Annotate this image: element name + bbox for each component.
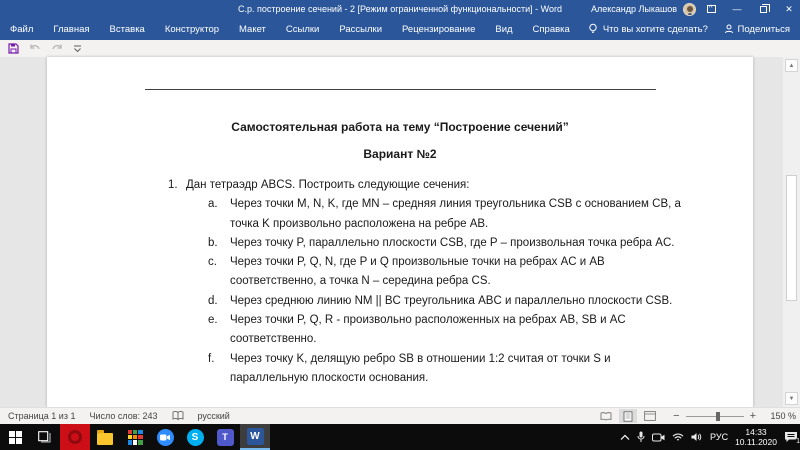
taskbar-rubiks-cube-app[interactable] [120,424,150,450]
zoom-app-icon [157,429,174,446]
tray-date: 10.11.2020 [735,437,777,447]
taskbar [0,424,800,450]
taskbar-file-explorer[interactable] [90,424,120,450]
document-page[interactable] [47,57,753,407]
item-text: Через среднюю линию NM || BC треугольника ABC и параллельно плоскости CSB. [230,294,673,307]
scroll-up-button[interactable]: ▲ [785,59,798,72]
list-number: 1. [168,179,178,191]
item-letter: b. [208,236,218,249]
document-body [47,176,753,388]
microphone-icon[interactable] [637,431,645,443]
print-layout-icon [623,411,633,422]
speaker-icon[interactable] [691,432,703,442]
quick-access-toolbar [0,40,800,57]
list-item [47,195,753,234]
tab-layout[interactable]: Макет [239,23,266,35]
list-item [47,350,753,389]
proofing-icon[interactable] [172,411,184,421]
customize-qat-icon[interactable] [73,45,82,53]
restore-button[interactable] [752,0,774,18]
tab-review[interactable]: Рецензирование [402,23,476,35]
vertical-scrollbar[interactable] [783,57,800,407]
item-letter: f. [208,352,215,365]
word-icon: W [247,428,264,445]
ribbon-display-options-icon [707,5,716,13]
person-icon [724,24,734,34]
tab-insert[interactable]: Вставка [109,23,145,35]
item-text: Через точки P, Q, N, где P и Q произвольные точки на ребрах AC и AB соответственно, а точка N – середина ребра CS. [230,256,605,288]
document-area [0,57,800,407]
document-subtitle: Вариант №2 [363,147,437,161]
user-avatar[interactable] [683,3,696,16]
undo-icon[interactable] [29,44,41,54]
language-indicator[interactable]: русский [197,411,230,421]
zoom-in-button[interactable]: + [749,410,756,422]
list-item [47,253,753,292]
print-layout-button[interactable] [619,409,637,423]
teams-icon: T [217,429,234,446]
opera-icon [68,430,82,444]
account-name[interactable]: Александр Лыкашов [590,4,677,14]
tell-me-search[interactable] [588,23,708,35]
save-icon[interactable] [8,43,19,54]
read-mode-icon [600,412,612,421]
tab-home[interactable]: Главная [53,23,90,35]
action-center-button[interactable] [784,431,798,443]
item-text: Через точку P, параллельно плоскости CSB, где P – произвольная точка ребра AC. [230,236,675,249]
zoom-level[interactable]: 150 % [770,411,796,421]
skype-icon: S [187,429,204,446]
rubiks-cube-icon [128,430,143,445]
taskbar-teams[interactable] [210,424,240,450]
ribbon-display-options-button[interactable] [700,0,722,18]
web-layout-icon [644,411,656,421]
wifi-icon[interactable] [672,433,684,442]
title-bar [0,0,800,18]
item-letter: e. [208,314,218,327]
item-text: Через точку K, делящую ребро SB в отношении 1:2 считая от точки S и параллельную плоскости основания. [230,352,611,384]
word-count[interactable]: Число слов: 243 [89,411,158,421]
item-text: Через точки M, N, K, где MN – средняя линия треугольника CSB с основанием CB, а точка K произвольно расположена на ребре AB. [230,198,681,230]
tab-design[interactable]: Конструктор [164,23,220,35]
web-layout-button[interactable] [641,409,659,423]
close-button[interactable]: ✕ [785,3,793,14]
notification-count: 1 [796,438,800,445]
zoom-slider[interactable] [686,416,744,417]
item-letter: a. [208,198,218,211]
camera-icon[interactable] [652,433,665,442]
ribbon-tab-row [0,18,800,40]
share-button[interactable] [724,24,790,35]
list-intro-text: Дан тетраэдр ABCS. Построить следующие сечения: [186,179,470,191]
lightbulb-icon [588,23,598,35]
horizontal-rule [145,89,656,90]
item-letter: c. [208,256,217,269]
restore-icon [760,6,767,13]
task-view-button[interactable] [30,424,60,450]
scrollbar-thumb[interactable] [786,175,797,301]
list-item [47,234,753,253]
list-item [47,292,753,311]
tray-clock[interactable] [735,427,777,447]
tab-references[interactable]: Ссылки [285,23,320,35]
list-item-main [47,176,753,195]
windows-start-icon [9,431,22,444]
document-title: Самостоятельная работа на тему “Построение сечений” [231,120,569,134]
item-letter: d. [208,294,218,307]
share-label: Поделиться [737,23,790,35]
read-mode-button[interactable] [597,409,615,423]
taskbar-opera[interactable] [60,424,90,450]
taskbar-zoom[interactable] [150,424,180,450]
zoom-out-button[interactable]: − [673,410,680,422]
tab-view[interactable]: Вид [495,23,513,35]
tab-file[interactable]: Файл [10,23,34,35]
scroll-down-button[interactable]: ▼ [785,392,798,405]
status-bar [0,407,800,424]
taskbar-word[interactable] [240,424,270,450]
tray-language[interactable]: РУС [710,432,729,442]
file-explorer-icon [97,433,113,445]
tab-mailings[interactable]: Рассылки [339,23,382,35]
minimize-button[interactable]: — [732,4,742,14]
task-view-icon [38,431,52,443]
view-switcher [597,409,659,423]
taskbar-skype[interactable] [180,424,210,450]
start-button[interactable] [0,424,30,450]
list-item [47,311,753,350]
system-tray [620,427,798,447]
window-title: С.р. построение сечений - 2 [Режим ограниченной функциональности] - Word [238,4,562,14]
tray-time: 14:33 [745,427,767,437]
item-text: Через точки P, Q, R - произвольно расположенных на ребрах AB, SB и AC соответственно. [230,314,626,346]
tab-help[interactable]: Справка [532,23,570,35]
redo-icon[interactable] [51,44,63,54]
zoom-slider-handle[interactable] [716,412,720,421]
tell-me-label: Что вы хотите сделать? [602,23,708,35]
hidden-icons-chevron-icon[interactable] [620,434,630,441]
page-count[interactable]: Страница 1 из 1 [8,411,76,421]
